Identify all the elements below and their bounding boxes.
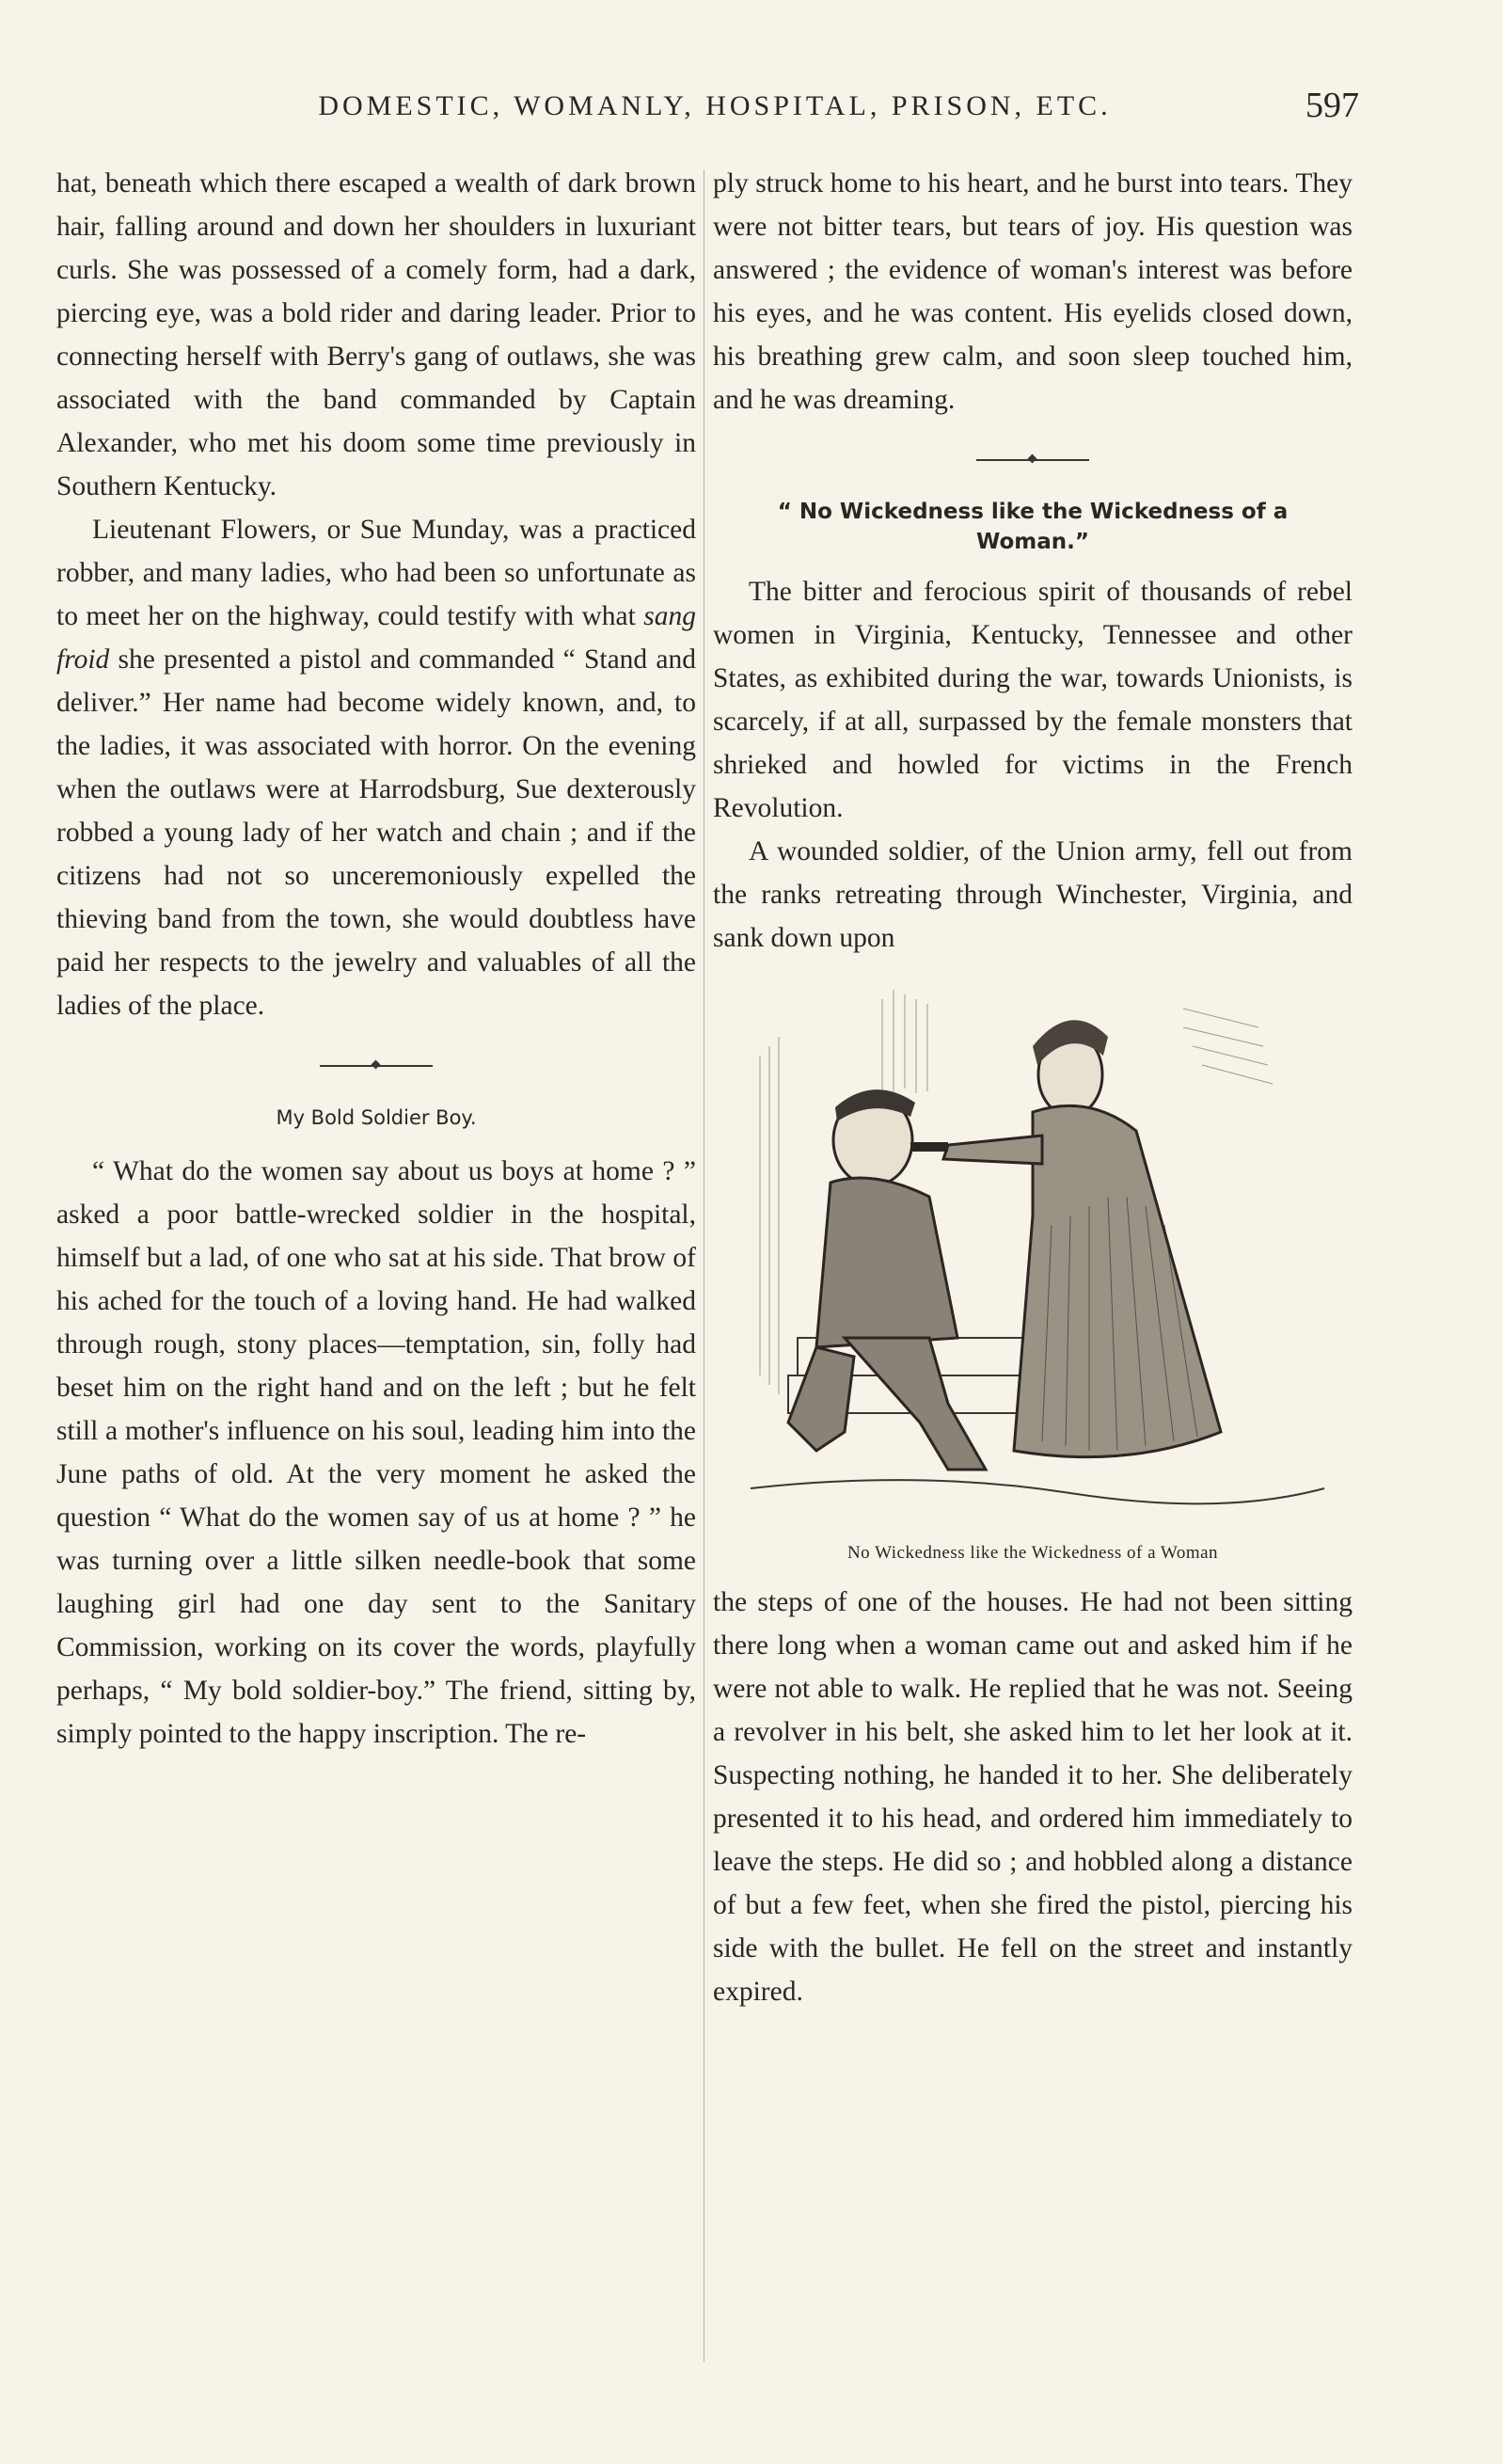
paragraph-soldier-boy: “ What do the women say about us boys at home ? ” asked a poor battle-wrecked soldier in the hospital, himself but a lad, of one who sat at his side. That brow of his ached for the touch of a loving hand. He had walked through rough, stony places—temptation, sin, folly had beset him on the right hand and on the left ; but he felt still a mother's influence on his soul, leading him into the June paths of old. At the very moment he asked the question “ What do the women say of us at home ? ” he was turning over a little silken needle-book that some laughing girl had one day sent to the Sanitary Commission, working on its cover the words, playfully perhaps, “ My bold soldier-boy.” The friend, sitting by, simply pointed to the happy inscription. The re- bbox=[56, 1156, 696, 1749]
paragraph-continued-after-figure: the steps of one of the houses. He had not been sitting there long when a woman came out and asked him if he were not able to walk. He replied that he was not. Seeing a revolver in his belt, she asked him to let her look at it. Suspecting nothing, he handed it to her. She deliberately presented it to his head, and ordered him immediately to leave the steps. He did so ; and hobbled along a distance of but a few feet, when she fired the pistol, piercing his side with the bullet. He fell on the street and instantly expired. bbox=[713, 1587, 1353, 2007]
paragraph-text: Lieutenant Flowers, or Sue Munday, was a practiced robber, and many ladies, who had been so unfortunate as to meet her on the highway, could testify with what bbox=[56, 515, 696, 631]
paragraph-continued: ply struck home to his heart, and he burst into tears. They were not bitter tears, but tears of joy. His question was answered ; the evidence of woman's interest was before his eyes, and he was content. His eyelids closed down, his breathing grew calm, and soon sleep touched him, and he was dreaming. bbox=[713, 168, 1353, 415]
section-heading-bold-soldier-boy: My Bold Soldier Boy. bbox=[276, 1106, 477, 1129]
left-column bbox=[56, 162, 696, 2426]
running-head bbox=[226, 86, 1359, 137]
running-title: DOMESTIC, WOMANLY, HOSPITAL, PRISON, ETC. bbox=[318, 90, 1112, 121]
italic-phrase: sang froid bbox=[56, 601, 696, 675]
paragraph-sue-munday bbox=[56, 508, 696, 1027]
paragraph-continued: hat, beneath which there escaped a wealth of dark brown hair, falling around and down her shoulders in luxuriant curls. She was possessed of a comely form, had a dark, piercing eye, was a bold rider and daring leader. Prior to connecting herself with Berry's gang of outlaws, she was associated with the band commanded by Captain Alexander, who met his doom some time previously in Southern Kentucky. bbox=[56, 168, 696, 501]
paragraph-rebel-women: The bitter and ferocious spirit of thousands of rebel women in Virginia, Kentucky, Tennessee and other States, as exhibited during the war, towards Unionists, is scarcely, if at all, surpassed by the female monsters that shrieked and howled for victims in the French Revolution. bbox=[713, 577, 1353, 823]
section-heading-wickedness: “ No Wickedness like the Wickedness of a Woman.” bbox=[777, 500, 1289, 554]
page-number: 597 bbox=[1305, 86, 1359, 125]
section-divider bbox=[976, 459, 1089, 461]
right-column bbox=[713, 162, 1353, 2426]
paragraph-text: she presented a pistol and commanded “ Stand and deliver.” Her name had become widely known, and, to the ladies, it was associated with horror. On the evening when the outlaws were at Harrodsburg, Sue dexterously robbed a young lady of her watch and chain ; and if the citizens had not so unceremoniously expelled the thieving band from the town, she would doubtless have paid her respects to the jewelry and valuables of all the ladies of the place. bbox=[56, 644, 696, 1021]
engraving-illustration bbox=[732, 980, 1334, 1535]
illustration-caption: No Wickedness like the Wickedness of a Woman bbox=[846, 1543, 1219, 1563]
section-divider bbox=[320, 1065, 433, 1067]
paragraph-wounded-soldier: A wounded soldier, of the Union army, fell out from the ranks retreating through Winchester, Virginia, and sank down upon bbox=[713, 836, 1353, 953]
